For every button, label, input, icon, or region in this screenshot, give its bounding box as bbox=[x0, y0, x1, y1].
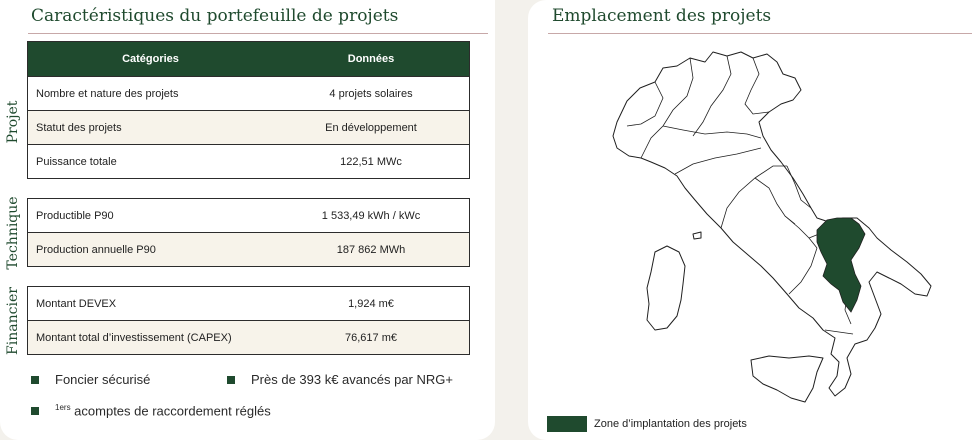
row-key: Montant DEVEX bbox=[36, 297, 117, 310]
ordinal-superscript: 1ers bbox=[55, 403, 71, 412]
section-label-technique: Technique bbox=[5, 196, 21, 270]
row-value: 4 projets solaires bbox=[329, 87, 413, 100]
row-value: 187 862 MWh bbox=[336, 243, 406, 256]
row-value: 76,617 m€ bbox=[345, 331, 397, 344]
title-divider bbox=[28, 33, 488, 34]
section-label-projet: Projet bbox=[5, 100, 21, 144]
projet-table bbox=[27, 41, 470, 179]
location-title: Emplacement des projets bbox=[552, 6, 772, 26]
row-value: En développement bbox=[325, 121, 417, 134]
map-legend bbox=[547, 416, 747, 432]
sicily-outline bbox=[751, 356, 823, 402]
technique-table bbox=[27, 198, 470, 267]
section-label-financier: Financier bbox=[5, 287, 21, 355]
financier-table bbox=[27, 286, 470, 355]
bullet-text: Près de 393 k€ avancés par NRG+ bbox=[251, 372, 453, 387]
table-row bbox=[28, 76, 469, 110]
portfolio-title: Caractéristiques du portefeuille de projets bbox=[31, 6, 399, 26]
title-divider bbox=[548, 33, 972, 34]
table-row bbox=[28, 110, 469, 144]
table-header bbox=[28, 42, 469, 76]
bullet-item bbox=[31, 372, 150, 387]
row-value: 122,51 MWc bbox=[340, 155, 402, 168]
table-row bbox=[28, 199, 469, 232]
row-value: 1 533,49 kWh / kWc bbox=[321, 209, 421, 222]
header-categories: Catégories bbox=[122, 53, 179, 65]
bullet-text: Foncier sécurisé bbox=[55, 372, 151, 387]
table-row bbox=[28, 287, 469, 320]
bullet-square-icon bbox=[31, 407, 39, 415]
row-key: Montant total d’investissement (CAPEX) bbox=[36, 331, 232, 344]
row-key: Statut des projets bbox=[36, 121, 122, 134]
table-row bbox=[28, 144, 469, 178]
legend-label: Zone d’implantation des projets bbox=[594, 418, 747, 430]
row-key: Production annuelle P90 bbox=[36, 243, 156, 256]
bullet-text bbox=[55, 403, 271, 418]
sardinia-outline bbox=[647, 246, 685, 330]
bullet-square-icon bbox=[31, 376, 39, 384]
row-key: Nombre et nature des projets bbox=[36, 87, 179, 100]
table-row bbox=[28, 232, 469, 266]
bullet-square-icon bbox=[227, 376, 235, 384]
bullet-item bbox=[227, 372, 453, 387]
table-row bbox=[28, 320, 469, 354]
legend-swatch bbox=[547, 416, 587, 432]
header-donnees: Données bbox=[347, 53, 395, 65]
row-key: Puissance totale bbox=[36, 155, 117, 168]
bullet-text-rest: acomptes de raccordement réglés bbox=[70, 403, 271, 419]
row-key: Productible P90 bbox=[36, 209, 114, 222]
row-value: 1,924 m€ bbox=[348, 297, 394, 310]
bullet-item bbox=[31, 403, 271, 418]
italy-map bbox=[555, 38, 975, 413]
elba-island bbox=[693, 232, 701, 239]
